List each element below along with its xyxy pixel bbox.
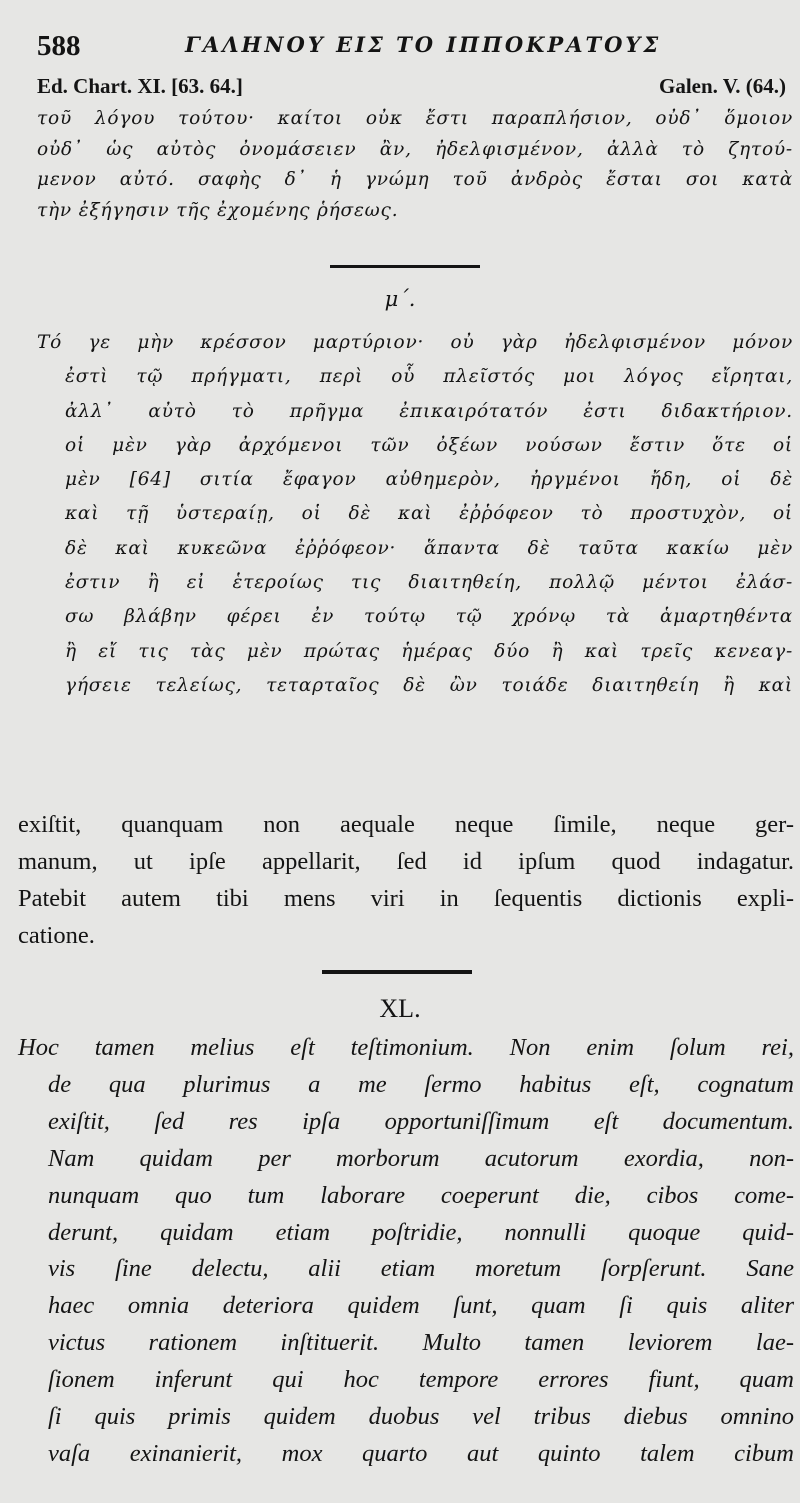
text-line: exiſtit, quanquam non aequale neque ſimile, neque ger- [18, 811, 794, 838]
text-line: nunquam quo tum laborare coeperunt die, cibos come- [48, 1181, 794, 1209]
text-line: vaſa exinanierit, mox quarto aut quinto talem cibum [48, 1439, 794, 1467]
text-line: ſi quis primis quidem duobus vel tribus diebus omnino [48, 1403, 794, 1431]
text-line: Τό γε μὴν κρέσσον μαρτύριον· οὐ γὰρ ἠδελφισμένον μόνον [37, 332, 793, 353]
text-line: catione. [18, 922, 95, 949]
text-line: vis ſine delectu, alii etiam moretum ſorpſerunt. Sane [48, 1255, 794, 1283]
text-line: ἐστὶ τῷ πρήγματι, περὶ οὗ πλεῖστός μοι λόγος εἴρηται, [65, 366, 793, 388]
text-line: ἀλλ᾽ αὐτὸ τὸ πρῆγμα ἐπικαιρότατόν ἐστι διδακτήριον. [65, 400, 793, 422]
text-line: victus rationem inſtituerit. Multo tamen leviorem lae- [48, 1329, 794, 1357]
text-line: haec omnia deteriora quidem ſunt, quam ſi quis aliter [48, 1292, 794, 1320]
greek-section-heading: μ΄. [384, 287, 416, 311]
text-line: de qua plurimus a me ſermo habitus eſt, cognatum [48, 1070, 794, 1098]
text-line: Patebit autem tibi mens viri in ſequentis dictionis expli- [18, 885, 794, 912]
section-divider-rule [330, 265, 480, 268]
edition-reference-galen: Galen. V. (64.) [659, 74, 786, 98]
text-line: μὲν [64] σιτία ἔφαγον αὐθημερὸν, ἠργμένοι ἤδη, οἱ δὲ [65, 469, 793, 491]
section-divider-rule [322, 970, 472, 974]
text-line: οὐδ᾽ ὡς αὐτὸς ὀνομάσειεν ἂν, ἠδελφισμένον, ἀλλὰ τὸ ζητού- [37, 138, 793, 160]
latin-section-heading: XL. [379, 994, 421, 1023]
greek-continuation-paragraph [37, 104, 793, 226]
latin-continuation-paragraph [18, 806, 794, 954]
text-line: οἱ μὲν γὰρ ἀρχόμενοι τῶν ὀξέων νούσων ἔστιν ὅτε οἱ [65, 434, 793, 456]
text-line: τὴν ἐξήγησιν τῆς ἐχομένης ῥήσεως. [37, 199, 399, 221]
text-line: ſionem inferunt qui hoc tempore errores fiunt, quam [48, 1366, 794, 1394]
edition-reference-line [37, 74, 786, 104]
text-line: manum, ut ipſe appellarit, ſed id ipſum quod indagatur. [18, 848, 794, 875]
text-line: μενον αὐτό. σαφὴς δ᾽ ἡ γνώμη τοῦ ἀνδρὸς ἔσται σοι κατὰ [37, 169, 793, 190]
greek-section-paragraph [37, 326, 793, 703]
text-line: ἢ εἴ τις τὰς μὲν πρώτας ἡμέρας δύο ἢ καὶ τρεῖς κενεαγ- [65, 640, 793, 662]
text-line: derunt, quidam etiam poſtridie, nonnulli quoque quid- [48, 1218, 794, 1246]
running-title: ΓΑΛΗΝΟΥ ΕΙΣ ΤΟ ΙΠΠΟΚΡΑΤΟΥΣ [185, 32, 662, 57]
text-line: γήσειε τελείως, τεταρταῖος δὲ ὢν τοιάδε διαιτηθείη ἢ καὶ [65, 674, 793, 696]
running-head [37, 30, 786, 64]
text-line: Hoc tamen melius eſt teſtimonium. Non enim ſolum rei, [18, 1034, 794, 1061]
page-number: 588 [37, 30, 81, 62]
edition-reference-chartier: Ed. Chart. XI. [63. 64.] [37, 74, 243, 98]
text-line: σω βλάβην φέρει ἐν τούτῳ τῷ χρόνῳ τὰ ἁμαρτηθέντα [65, 606, 793, 628]
text-line: exiſtit, ſed res ipſa opportuniſſimum eſt documentum. [48, 1107, 794, 1135]
latin-section-paragraph [18, 1030, 794, 1473]
text-line: ἐστιν ἢ εἰ ἑτεροίως τις διαιτηθείη, πολλῷ μέντοι ἐλάσ- [65, 572, 793, 594]
text-line: τοῦ λόγου τούτου· καίτοι οὐκ ἔστι παραπλήσιον, οὐδ᾽ ὅμοιον [37, 108, 793, 129]
text-line: Nam quidam per morborum acutorum exordia, non- [48, 1144, 794, 1172]
text-line: καὶ τῇ ὑστεραίῃ, οἱ δὲ καὶ ἐῤῥόφεον τὸ προστυχὸν, οἱ [65, 503, 793, 525]
text-line: δὲ καὶ κυκεῶνα ἐῤῥόφεον· ἅπαντα δὲ ταῦτα κακίω μὲν [65, 537, 793, 559]
